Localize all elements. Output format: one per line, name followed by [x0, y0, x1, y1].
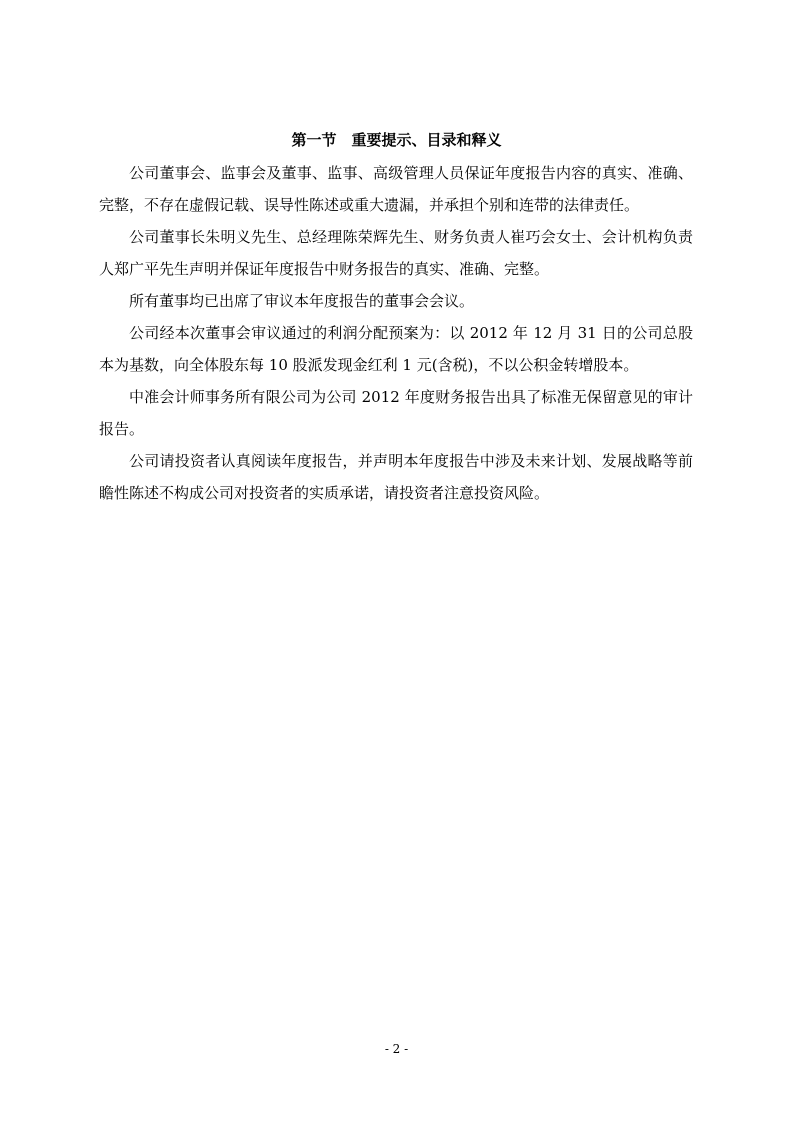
body-text: [99, 157, 693, 509]
page-number: - 2 -: [384, 1042, 409, 1056]
paragraph-risk-notice: 公司请投资者认真阅读年度报告，并声明本年度报告中涉及未来计划、发展战略等前瞻性陈述不构成公司对投资者的实质承诺，请投资者注意投资风险。: [99, 452, 693, 502]
paragraph-board-attendance: 所有董事均已出席了审议本年度报告的董事会会议。: [129, 292, 475, 310]
paragraph-profit-distribution: 公司经本次董事会审议通过的利润分配预案为：以 2012 年 12 月 31 日的公司总股本为基数，向全体股东每 10 股派发现金红利 1 元(含税)，不以公积金转增股本。: [99, 324, 693, 374]
paragraph-guarantee: 公司董事会、监事会及董事、监事、高级管理人员保证年度报告内容的真实、准确、完整，不存在虚假记载、误导性陈述或重大遗漏，并承担个别和连带的法律责任。: [99, 164, 693, 214]
paragraph-audit-opinion: 中准会计师事务所有限公司为公司 2012 年度财务报告出具了标准无保留意见的审计报告。: [99, 388, 693, 438]
paragraph-executives-statement: 公司董事长朱明义先生、总经理陈荣辉先生、财务负责人崔巧会女士、会计机构负责人郑广平先生声明并保证年度报告中财务报告的真实、准确、完整。: [99, 228, 693, 278]
section-title: 第一节 重要提示、目录和释义: [291, 131, 502, 149]
